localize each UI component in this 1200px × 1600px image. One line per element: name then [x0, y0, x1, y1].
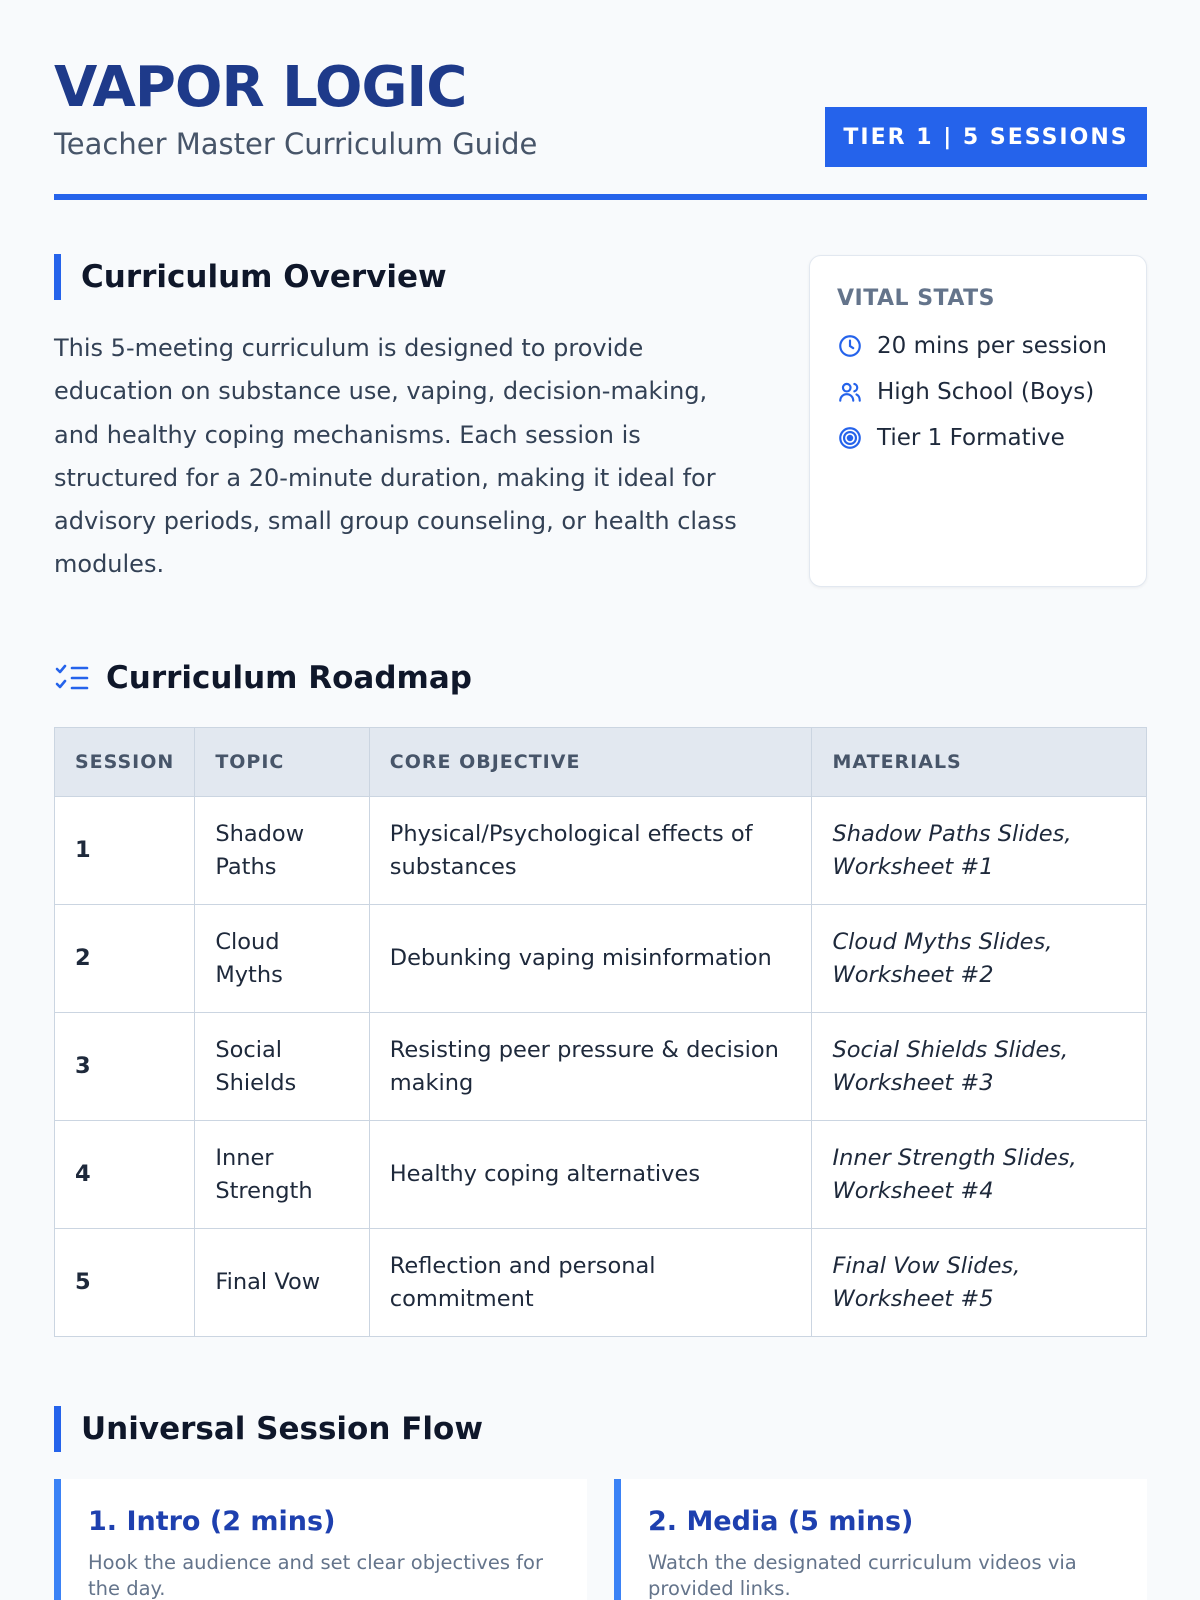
- session-number: 2: [55, 905, 195, 1013]
- flow-step-card: [54, 1479, 587, 1600]
- vital-stats-title: VITAL STATS: [837, 286, 996, 311]
- column-header-session: SESSION: [55, 728, 195, 797]
- users-icon: [837, 379, 863, 405]
- roadmap-table: [54, 727, 1147, 1337]
- session-materials: Final Vow Slides, Worksheet #5: [812, 1229, 1147, 1337]
- session-number: 5: [55, 1229, 195, 1337]
- session-topic: Shadow Paths: [195, 797, 369, 905]
- table-header-row: [55, 728, 1147, 797]
- column-header-topic: TOPIC: [195, 728, 369, 797]
- page-header: [54, 0, 1147, 200]
- table-row: [55, 1121, 1147, 1229]
- session-objective: Resisting peer pressure & decision making: [369, 1013, 812, 1121]
- curriculum-guide-page: [54, 0, 1147, 1600]
- stat-audience: [837, 377, 1094, 407]
- roadmap-title: Curriculum Roadmap: [106, 660, 472, 696]
- brand-title: VAPOR LOGIC: [54, 55, 467, 120]
- column-header-materials: MATERIALS: [812, 728, 1147, 797]
- session-objective: Debunking vaping misinformation: [369, 905, 812, 1013]
- session-number: 3: [55, 1013, 195, 1121]
- clock-icon: [837, 333, 863, 359]
- overview-heading: Curriculum Overview: [54, 254, 447, 300]
- session-materials: Inner Strength Slides, Worksheet #4: [812, 1121, 1147, 1229]
- session-materials: Cloud Myths Slides, Worksheet #2: [812, 905, 1147, 1013]
- session-topic: Cloud Myths: [195, 905, 369, 1013]
- session-materials: Shadow Paths Slides, Worksheet #1: [812, 797, 1147, 905]
- session-objective: Physical/Psychological effects of substances: [369, 797, 812, 905]
- session-flow-heading: Universal Session Flow: [54, 1406, 483, 1452]
- stat-text: High School (Boys): [877, 379, 1095, 405]
- table-row: [55, 905, 1147, 1013]
- target-icon: [837, 425, 863, 451]
- session-topic: Inner Strength: [195, 1121, 369, 1229]
- flow-step-title: 1. Intro (2 mins): [88, 1506, 336, 1537]
- stat-session-length: [837, 331, 1107, 361]
- session-materials: Social Shields Slides, Worksheet #3: [812, 1013, 1147, 1121]
- overview-text: This 5-meeting curriculum is designed to provide education on substance use, vaping, decision-making, and healthy coping mechanisms. Each session is structured for a 20-minute duration, making it ideal for advisory periods, small group counseling, or health class modules.: [54, 334, 737, 579]
- session-topic: Final Vow: [195, 1229, 369, 1337]
- session-number: 1: [55, 797, 195, 905]
- session-objective: Reflection and personal commitment: [369, 1229, 812, 1337]
- table-row: [55, 1013, 1147, 1121]
- session-number: 4: [55, 1121, 195, 1229]
- roadmap-heading: [54, 655, 472, 701]
- table-row: [55, 1229, 1147, 1337]
- session-topic: Social Shields: [195, 1013, 369, 1121]
- flow-step-description: Watch the designated curriculum videos via provided links.: [648, 1551, 1077, 1600]
- session-objective: Healthy coping alternatives: [369, 1121, 812, 1229]
- stat-tier: [837, 423, 1065, 453]
- table-row: [55, 797, 1147, 905]
- flow-step-description: Hook the audience and set clear objectives for the day.: [88, 1551, 543, 1600]
- checklist-icon: [54, 662, 90, 694]
- vital-stats-card: [809, 255, 1147, 587]
- stat-text: Tier 1 Formative: [877, 425, 1065, 451]
- tier-badge: TIER 1 | 5 SESSIONS: [825, 107, 1147, 167]
- flow-step-title: 2. Media (5 mins): [648, 1506, 914, 1537]
- stat-text: 20 mins per session: [877, 333, 1107, 359]
- brand-subtitle: Teacher Master Curriculum Guide: [54, 127, 538, 161]
- flow-step-card: [614, 1479, 1147, 1600]
- column-header-objective: CORE OBJECTIVE: [369, 728, 812, 797]
